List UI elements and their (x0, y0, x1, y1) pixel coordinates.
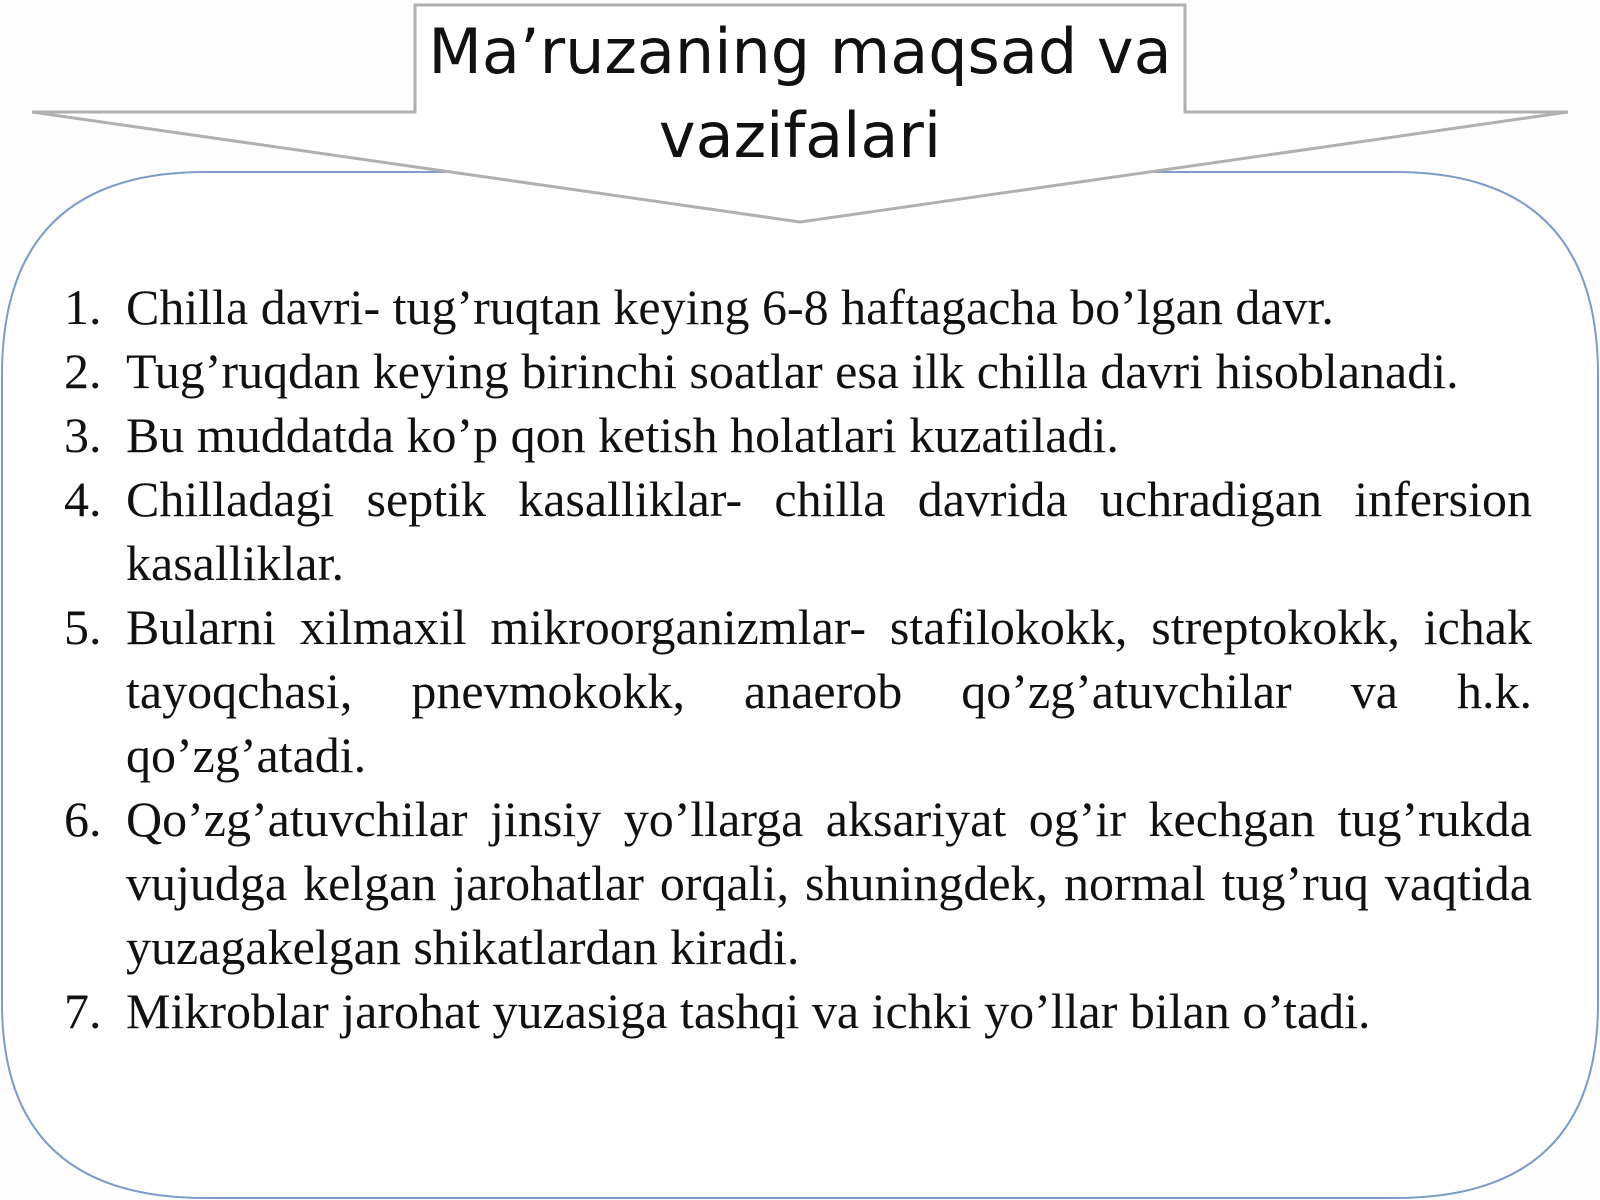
list-number: 1. (64, 279, 102, 335)
list-number: 2. (64, 343, 102, 399)
list-item (64, 403, 1532, 467)
list-number: 7. (64, 983, 102, 1039)
list-text: Tug’ruqdan keying birinchi soatlar esa ilk chilla davri hisoblanadi. (126, 343, 1459, 399)
list-text: Chilladagi septik kasalliklar- chilla davrida uchradigan infersion kasalliklar. (126, 471, 1532, 591)
list-item (64, 275, 1532, 339)
list-text: Bularni xilmaxil mikroorganizmlar- stafilokokk, streptokokk, ichak tayoqchasi, pnevmokokk, anaerob qo’zg’atuvchilar va h.k. qo’zg’atadi. (126, 599, 1532, 783)
list-text: Bu muddatda ko’p qon ketish holatlari kuzatiladi. (126, 407, 1119, 463)
list-item (64, 467, 1532, 595)
list-number: 6. (64, 791, 102, 847)
content-list (64, 275, 1532, 1043)
list-text: Qo’zg’atuvchilar jinsiy yo’llarga aksariyat og’ir kechgan tug’rukda vujudga kelgan jarohatlar orqali, shuningdek, normal tug’ruq vaqtida yuzagakelgan shikatlardan kiradi. (126, 791, 1532, 975)
list-number: 5. (64, 599, 102, 655)
list-text: Chilla davri- tug’ruqtan keying 6-8 haftagacha bo’lgan davr. (126, 279, 1334, 335)
list-item (64, 595, 1532, 787)
list-number: 3. (64, 407, 102, 463)
slide-title: Ma’ruzaning maqsad va vazifalari (428, 15, 1172, 172)
list-text: Mikroblar jarohat yuzasiga tashqi va ichki yo’llar bilan o’tadi. (126, 983, 1371, 1039)
list-item (64, 979, 1532, 1043)
list-item (64, 787, 1532, 979)
list-number: 4. (64, 471, 102, 527)
list-item (64, 339, 1532, 403)
